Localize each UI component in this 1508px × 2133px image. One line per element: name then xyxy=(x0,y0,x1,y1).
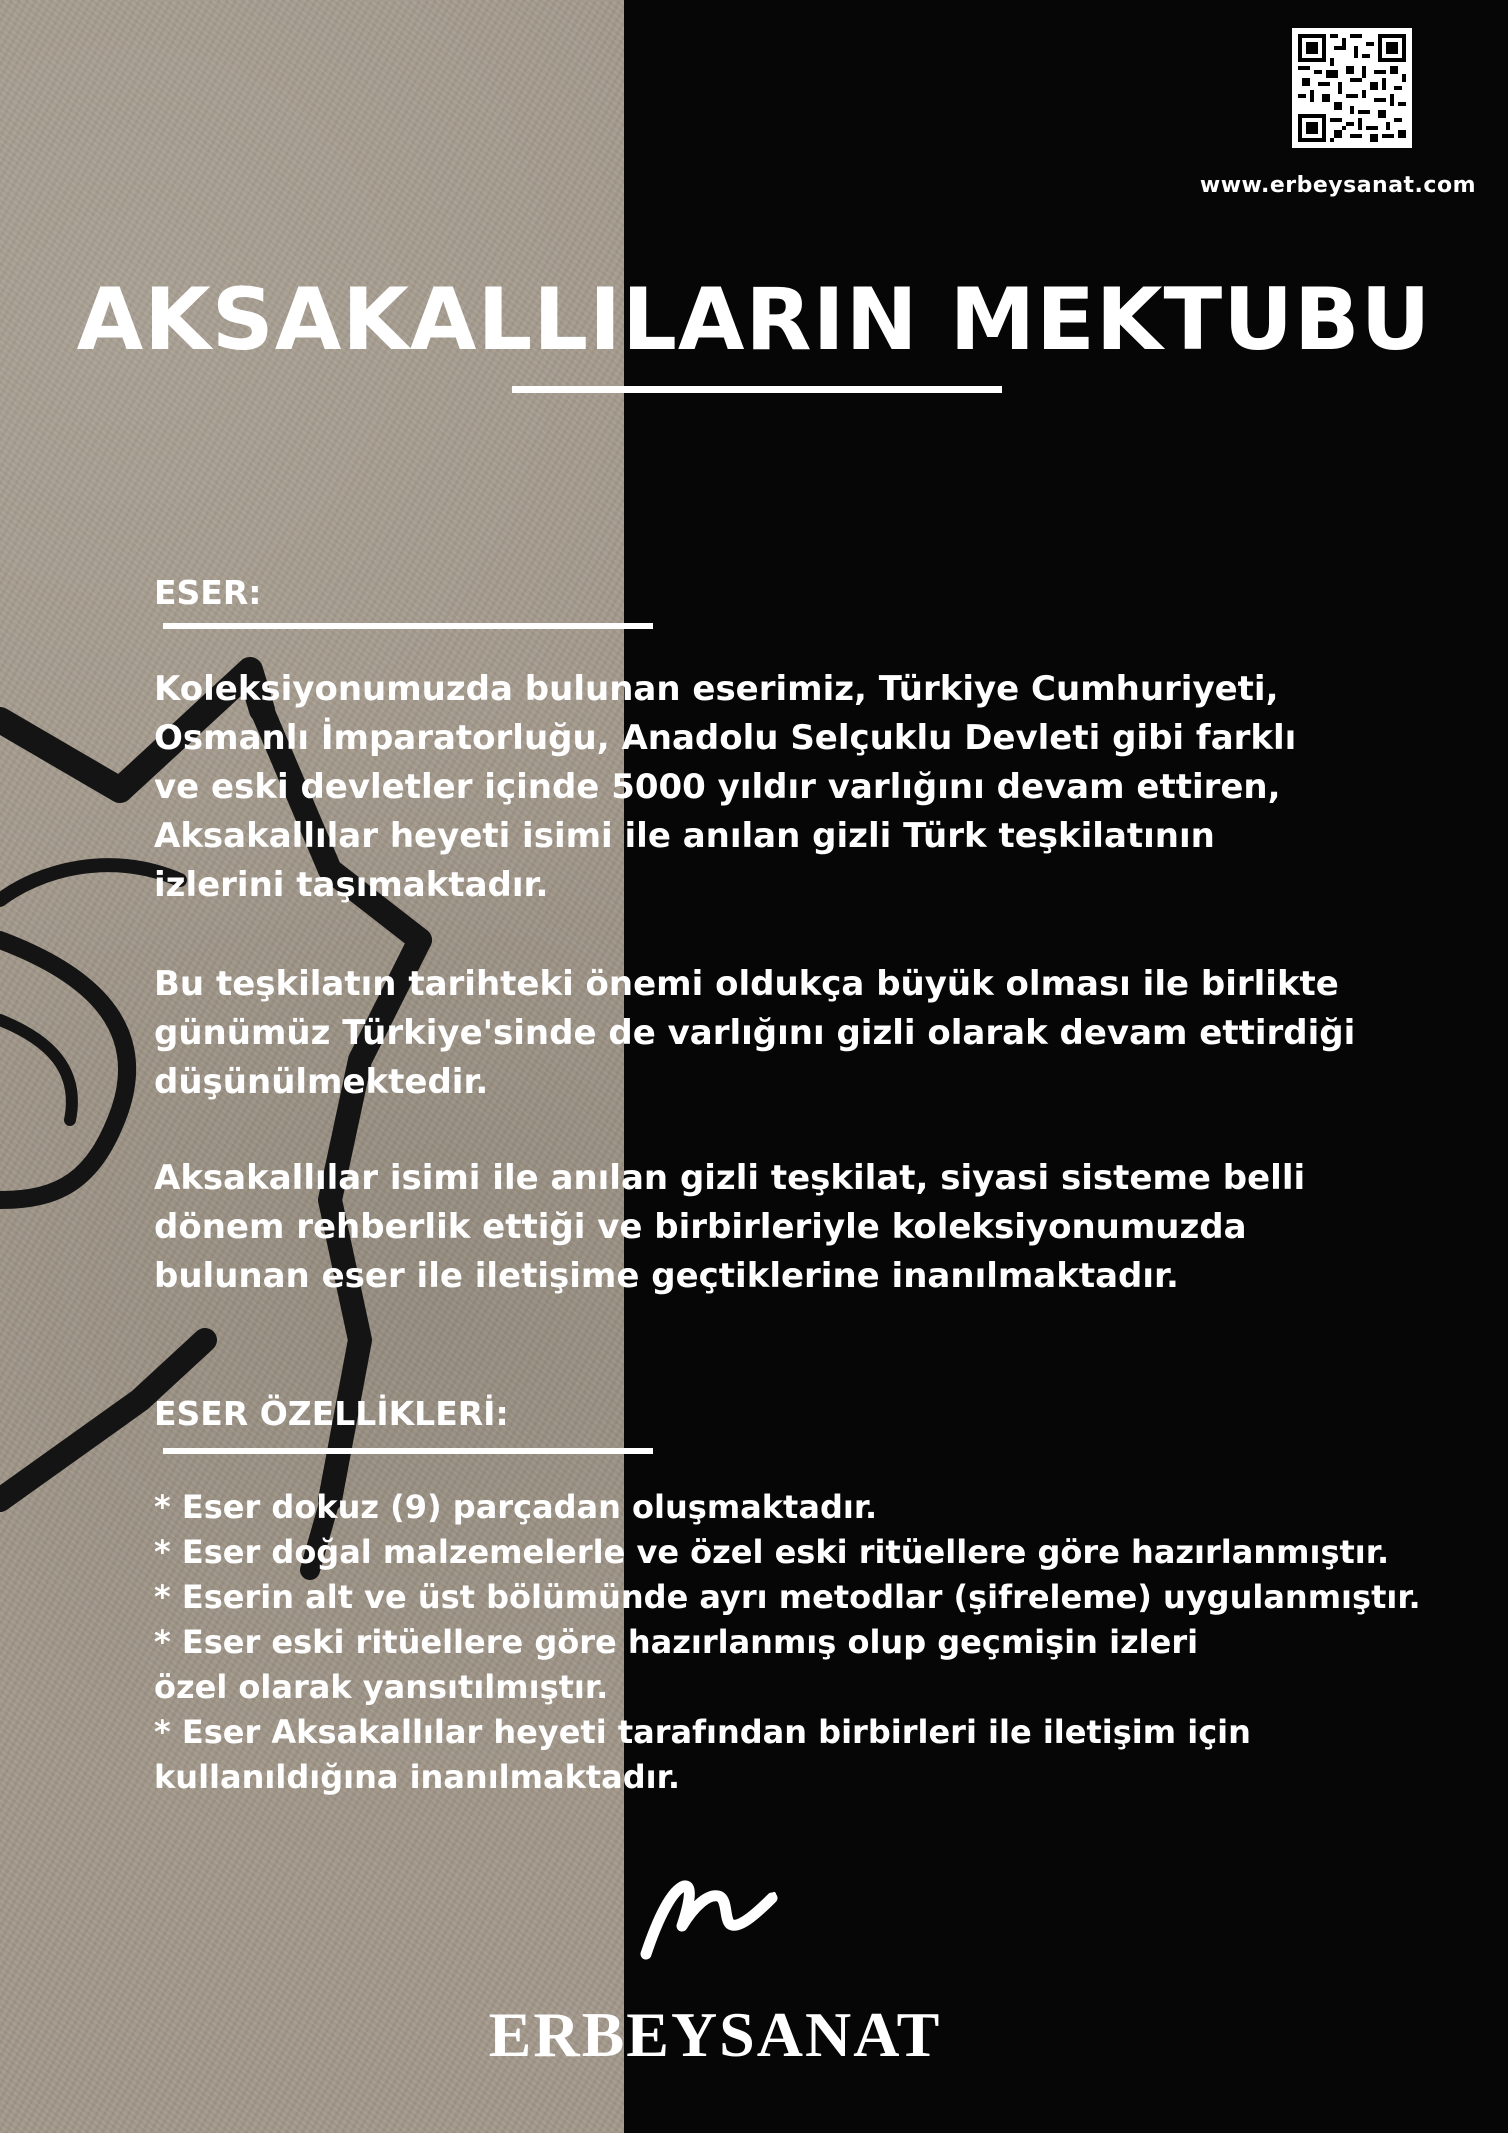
website-link[interactable]: www.erbeysanat.com xyxy=(1199,173,1476,198)
eser-paragraph-2 xyxy=(154,960,1444,1107)
features-list xyxy=(154,1485,1484,1800)
text-line: Aksakallılar isimi ile anılan gizli teşkilat, siyasi sisteme belli xyxy=(154,1158,1306,1198)
eser-paragraph-1 xyxy=(154,665,1444,910)
qr-code-icon[interactable] xyxy=(1292,28,1412,148)
features-heading: ESER ÖZELLİKLERİ: xyxy=(154,1394,509,1433)
text-line: ve eski devletler içinde 5000 yıldır varlığını devam ettiren, xyxy=(154,767,1281,807)
feature-line: kullanıldığına inanılmaktadır. xyxy=(154,1758,680,1796)
text-line: Aksakallılar heyeti isimi ile anılan gizli Türk teşkilatının xyxy=(154,816,1215,856)
text-line: düşünülmektedir. xyxy=(154,1062,489,1102)
text-line: bulunan eser ile iletişime geçtiklerine inanılmaktadır. xyxy=(154,1256,1179,1296)
brand-name: ERBEYSANAT xyxy=(488,1999,942,2070)
text-line: izlerini taşımaktadır. xyxy=(154,865,549,905)
text-line: dönem rehberlik ettiği ve birbirleriyle koleksiyonumuzda xyxy=(154,1207,1247,1247)
eser-paragraph-3 xyxy=(154,1154,1444,1301)
feature-line: * Eserin alt ve üst bölümünde ayrı metodlar (şifreleme) uygulanmıştır. xyxy=(154,1578,1421,1616)
feature-line: * Eser Aksakallılar heyeti tarafından birbirleri ile iletişim için xyxy=(154,1713,1251,1751)
text-line: Osmanlı İmparatorluğu, Anadolu Selçuklu Devleti gibi farklı xyxy=(154,718,1297,758)
features-heading-rule xyxy=(163,1448,653,1454)
eser-heading-rule xyxy=(163,623,653,629)
feature-line: * Eser doğal malzemelerle ve özel eski ritüellere göre hazırlanmıştır. xyxy=(154,1533,1390,1571)
feature-line: özel olarak yansıtılmıştır. xyxy=(154,1668,609,1706)
text-line: Koleksiyonumuzda bulunan eserimiz, Türkiye Cumhuriyeti, xyxy=(154,669,1279,709)
page-title: AKSAKALLILARIN MEKTUBU xyxy=(76,270,1432,370)
eser-heading: ESER: xyxy=(154,573,262,612)
title-underline xyxy=(512,386,1002,393)
text-line: günümüz Türkiye'sinde de varlığını gizli olarak devam ettirdiği xyxy=(154,1013,1356,1053)
brush-stroke-logo-icon xyxy=(638,1868,778,1964)
feature-line: * Eser dokuz (9) parçadan oluşmaktadır. xyxy=(154,1488,878,1526)
feature-line: * Eser eski ritüellere göre hazırlanmış olup geçmişin izleri xyxy=(154,1623,1199,1661)
text-line: Bu teşkilatın tarihteki önemi oldukça büyük olması ile birlikte xyxy=(154,964,1339,1004)
